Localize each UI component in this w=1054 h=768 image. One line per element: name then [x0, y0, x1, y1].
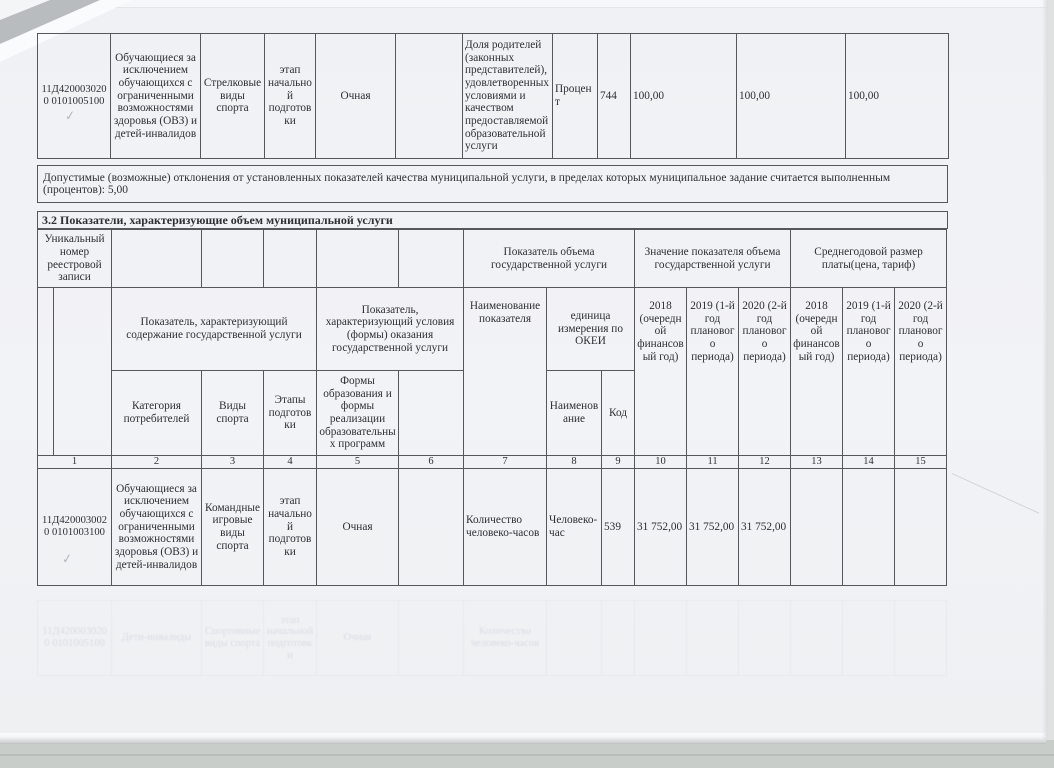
value-group-header: Значение показателя объема государственной услуги [635, 230, 791, 288]
ghost-cell [843, 601, 895, 676]
column-number: 10 [635, 456, 687, 469]
year-2020-payment-header: 2020 (2-й год планового периода) [895, 288, 947, 456]
ghost-cell: Спортивные виды спорта [202, 601, 264, 676]
quality-indicator-name-cell: Доля родителей (законных представителей), удовлетворенных условиями и качеством предоставляемой образовательной услуги [463, 34, 553, 159]
consumer-category-cell: Обучающиеся за исключением обучающихся с ограниченными возможностями здоровья (ОВЗ) и детей-инвалидов [111, 34, 201, 159]
volume-group-header: Показатель объема государственной услуги [464, 230, 635, 288]
unit-name-cell: Процент [553, 34, 598, 159]
column-number: 5 [317, 456, 399, 469]
unit-group-header: единица измерения по ОКЕИ [547, 288, 635, 371]
training-stage-cell: этап начальной подготовки [265, 34, 316, 159]
sport-type-cell: Командные игровые виды спорта [202, 469, 264, 586]
pen-checkmark: ✓ [60, 551, 74, 568]
header-row-subgroups [38, 288, 947, 371]
column-number: 11 [687, 456, 739, 469]
column-number: 1 [38, 456, 112, 469]
table-row [38, 469, 947, 586]
value-2018-cell: 100,00 [631, 34, 737, 159]
training-stage-header: Этапы подготовки [264, 371, 317, 456]
column-number: 2 [112, 456, 202, 469]
scanner-backdrop-line [0, 754, 1054, 756]
allowance-note: Допустимые (возможные) отклонения от установленных показателей качества муниципальной услуги, в пределах которых муниципальное задание считается выполненным (процентов): 5,00 [37, 165, 948, 203]
paper-stack-edge [0, 733, 1046, 744]
sport-type-cell: Стрелковые виды спорта [201, 34, 265, 159]
ghost-cell [602, 601, 635, 676]
ghost-cell: 11Д4200030200 0101005100 [38, 601, 112, 676]
section-3-2-title: 3.2 Показатели, характеризующие объем муниципальной услуги [37, 211, 948, 229]
column-number: 6 [399, 456, 464, 469]
registry-code: 11Д4200030200 0101005100 [41, 84, 107, 107]
empty-header-cell [317, 230, 399, 288]
table-row [38, 34, 949, 159]
column-number: 3 [202, 456, 264, 469]
pen-checkmark: ✓ [63, 108, 77, 125]
education-form-cell: Очная [317, 469, 399, 586]
volume-indicator-name-cell: Количество человеко-часов [464, 469, 547, 586]
ghost-cell: этап начальной подготовки [264, 601, 317, 676]
column-number: 8 [547, 456, 602, 469]
ghost-cell: Количество человеко-часов [464, 601, 547, 676]
paper-right-edge [1048, 0, 1054, 740]
quality-indicators-table [37, 33, 949, 159]
column-number: 9 [602, 456, 635, 469]
volume-2018-cell: 31 752,00 [635, 469, 687, 586]
column-number: 7 [464, 456, 547, 469]
year-2018-volume-header: 2018 (очередной финансовый год) [635, 288, 687, 456]
empty-header-cell [202, 230, 264, 288]
consumer-category-header: Категория потребителей [112, 371, 202, 456]
column-number: 4 [264, 456, 317, 469]
empty-cell [399, 469, 464, 586]
education-form-header: Формы образования и формы реализации образовательных программ [317, 371, 399, 456]
sport-type-header: Виды спорта [202, 371, 264, 456]
narrow-spacer-cell [38, 288, 54, 456]
ghost-row [38, 601, 947, 676]
ghost-cell: Дети-инвалиды [112, 601, 202, 676]
ghost-cell [399, 601, 464, 676]
empty-cell [396, 34, 463, 159]
column-number: 13 [791, 456, 843, 469]
ghost-cell [687, 601, 739, 676]
volume-2020-cell: 31 752,00 [739, 469, 791, 586]
payment-2018-cell [791, 469, 843, 586]
registry-code-cell [38, 469, 112, 586]
empty-header-cell [264, 230, 317, 288]
consumer-category-cell: Обучающиеся за исключением обучающихся с ограниченными возможностями здоровья (ОВЗ) и детей-инвалидов [112, 469, 202, 586]
bleed-through-ghost-row [37, 600, 947, 676]
ghost-cell [547, 601, 602, 676]
year-2019-volume-header: 2019 (1-й год планового периода) [687, 288, 739, 456]
payment-2020-cell [895, 469, 947, 586]
payment-2019-cell [843, 469, 895, 586]
registry-sub-cell [54, 288, 112, 456]
year-2020-volume-header: 2020 (2-й год планового периода) [739, 288, 791, 456]
empty-header-cell [399, 371, 464, 456]
header-row-groups [38, 230, 947, 288]
ghost-cell: Очная [317, 601, 399, 676]
volume-2019-cell: 31 752,00 [687, 469, 739, 586]
unit-name-header: Наименование [547, 371, 602, 456]
ghost-cell [895, 601, 947, 676]
ghost-cell [635, 601, 687, 676]
empty-header-cell [399, 230, 464, 288]
registry-code: 11Д4200030020 0101003100 [41, 515, 108, 538]
conditions-group-header: Показатель, характеризующий условия (формы) оказания государственной услуги [317, 288, 464, 371]
column-number: 15 [895, 456, 947, 469]
year-2019-payment-header: 2019 (1-й год планового периода) [843, 288, 895, 456]
unit-name-cell: Человеко-час [547, 469, 602, 586]
payment-group-header: Среднегодовой размер платы(цена, тариф) [791, 230, 947, 288]
column-number: 12 [739, 456, 791, 469]
ghost-cell [739, 601, 791, 676]
registry-header-cell: Уникальный номер реестровой записи [38, 230, 112, 288]
registry-code-cell [38, 34, 111, 159]
training-stage-cell: этап начальной подготовки [264, 469, 317, 586]
column-number: 14 [843, 456, 895, 469]
empty-header-cell [112, 230, 202, 288]
volume-indicators-table [37, 229, 947, 586]
indicator-name-header: Наименование показателя [464, 288, 547, 456]
education-form-cell: Очная [316, 34, 396, 159]
unit-code-cell: 539 [602, 469, 635, 586]
unit-code-header: Код [602, 371, 635, 456]
paper-top-edge [0, 0, 1048, 8]
year-2018-payment-header: 2018 (очередной финансовый год) [791, 288, 843, 456]
unit-code-cell: 744 [598, 34, 631, 159]
ghost-cell [791, 601, 843, 676]
column-numbers-row [38, 456, 947, 469]
value-2019-cell: 100,00 [737, 34, 846, 159]
value-2020-cell: 100,00 [846, 34, 949, 159]
content-group-header: Показатель, характеризующий содержание государственной услуги [112, 288, 317, 371]
